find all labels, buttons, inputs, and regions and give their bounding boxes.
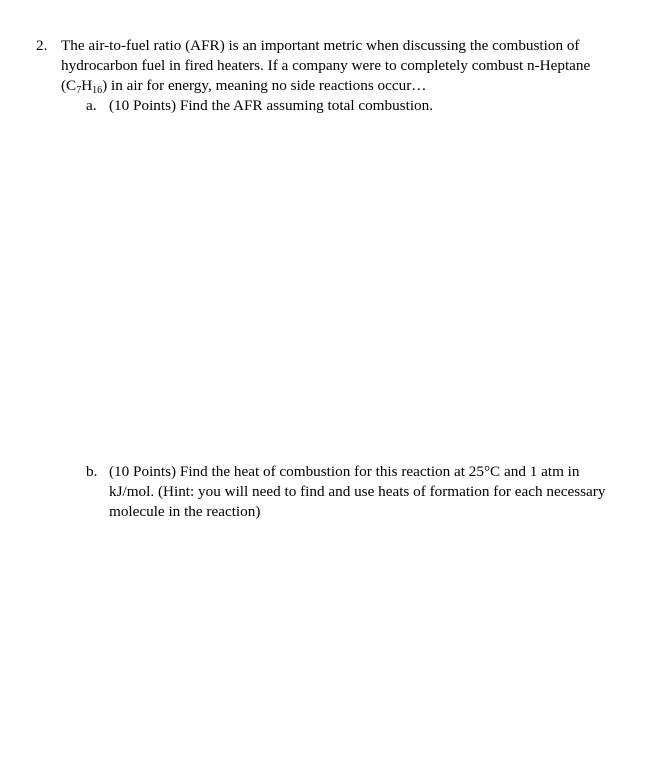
question-intro-line-3: [61, 76, 651, 96]
question-intro: [61, 36, 651, 96]
part-b-text: [109, 462, 649, 522]
formula-hydrogen: H: [81, 77, 93, 94]
part-b-line-1: (10 Points) Find the heat of combustion for this reaction at 25°C and 1 atm in: [109, 463, 580, 480]
formula-subscript-hydrogen: 16: [92, 85, 103, 96]
question-intro-line-3-rest: ) in air for energy, meaning no side reactions occur…: [102, 77, 427, 94]
part-a-line-1: (10 Points) Find the AFR assuming total combustion.: [109, 97, 434, 114]
part-b-letter: b.: [86, 463, 98, 480]
part-a-letter: a.: [86, 97, 97, 114]
part-a-text: [109, 96, 649, 116]
formula-open-paren: (C: [61, 77, 77, 94]
question-intro-line-1: The air-to-fuel ratio (AFR) is an important metric when discussing the combustion of: [61, 37, 580, 54]
formula-subscript-carbon: 7: [76, 85, 82, 96]
question-number: 2.: [36, 37, 48, 54]
part-b-line-3: molecule in the reaction): [109, 503, 261, 520]
part-b-line-2: kJ/mol. (Hint: you will need to find and use heats of formation for each necessary: [109, 483, 606, 500]
question-intro-line-2: hydrocarbon fuel in fired heaters. If a company were to completely combust n-Heptane: [61, 57, 591, 74]
